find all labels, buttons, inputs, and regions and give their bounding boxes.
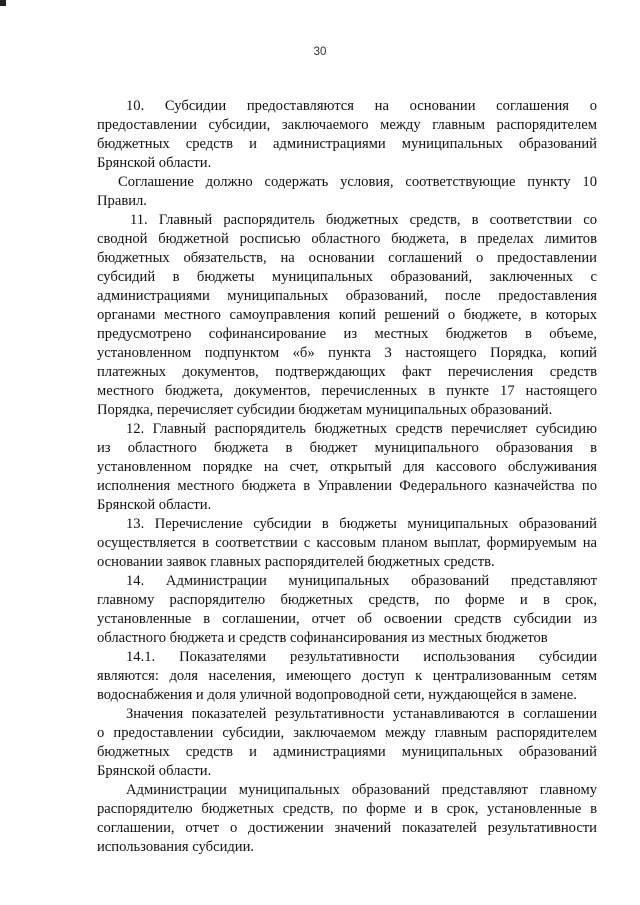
text-line: осуществляется в соответствии с кассовым планом выплат, формируемым на [97, 535, 597, 551]
paragraph-p-values [97, 705, 597, 781]
text-line: установленные в соглашении, отчет об освоении средств субсидии из [97, 611, 597, 627]
text-line: установленном подпунктом «б» пункта 3 настоящего Порядка, копий [97, 345, 597, 361]
text-line: администрациями муниципальных образований, после предоставления [97, 288, 597, 304]
text-line: предоставлении субсидии, заключаемого между главным распорядителем [97, 117, 597, 133]
paragraph-p13 [97, 515, 597, 572]
paragraph-p12 [97, 420, 597, 515]
text-line: о предоставлении субсидии, заключаемом между главным распорядителем [97, 725, 597, 741]
text-line: распорядителю бюджетных средств, по форме и в срок, установленные в [97, 801, 597, 817]
text-line: Администрации муниципальных образований представляют главному [126, 782, 597, 798]
document-body [97, 97, 597, 857]
text-line: 10. Субсидии предоставляются на основании соглашения о [126, 98, 597, 114]
text-line: бюджетных средств и администрациями муниципальных образований [97, 136, 597, 152]
scan-corner-mark [0, 0, 6, 6]
text-line: главному распорядителю бюджетных средств, по форме и в срок, [97, 592, 597, 608]
text-line: предусмотрено софинансирование из местных бюджетов в объеме, [97, 326, 597, 342]
text-line: Значения показателей результативности устанавливаются в соглашении [126, 706, 597, 722]
text-line: использования субсидии. [97, 839, 255, 855]
text-line: 14.1. Показателями результативности использования субсидии [126, 649, 597, 665]
text-line: Брянской области. [97, 155, 212, 171]
text-line: Брянской области. [97, 763, 212, 779]
text-line: Порядка, перечисляет субсидии бюджетам муниципальных образований. [97, 402, 553, 418]
paragraph-p11 [97, 211, 597, 420]
text-line: Брянской области. [97, 497, 212, 513]
text-line: из областного бюджета в бюджет муниципального образования в [97, 440, 597, 456]
text-line: бюджетных средств и администрациями муниципальных образований [97, 744, 597, 760]
paragraph-p14-1 [97, 648, 597, 705]
text-line: областного бюджета и средств софинансирования из местных бюджетов [97, 630, 548, 646]
text-line: 12. Главный распорядитель бюджетных средств перечисляет субсидию [126, 421, 597, 437]
text-line: платежных документов, подтверждающих факт перечисления средств [97, 364, 597, 380]
text-line: соглашении, отчет о достижении значений показателей результативности [97, 820, 597, 836]
text-line: водоснабжения и доля уличной водопроводной сети, нуждающейся в замене. [97, 687, 577, 703]
text-line: бюджетных обязательств, на основании соглашений о предоставлении [97, 250, 597, 266]
text-line: 14. Администрации муниципальных образований представляют [126, 573, 597, 589]
text-line: основании заявок главных распорядителей бюджетных средств. [97, 554, 495, 570]
text-line: исполнения местного бюджета в Управлении Федерального казначейства по [97, 478, 597, 494]
text-line: Соглашение должно содержать условия, соответствующие пункту 10 [118, 174, 597, 190]
page-number: 30 [313, 46, 327, 58]
text-line: установленном порядке на счет, открытый для кассового обслуживания [97, 459, 597, 475]
text-line: сводной бюджетной росписью областного бюджета, в пределах лимитов [97, 231, 597, 247]
text-line: субсидий в бюджеты муниципальных образований, заключенных с [97, 269, 597, 285]
text-line: являются: доля населения, имеющего доступ к централизованным сетям [97, 668, 597, 684]
paragraph-p14 [97, 572, 597, 648]
text-line: местного бюджета, документов, перечисленных в пункте 17 настоящего [97, 383, 597, 399]
text-line: 13. Перечисление субсидии в бюджеты муниципальных образований [126, 516, 597, 532]
text-line: Правил. [97, 193, 147, 209]
text-line: 11. Главный распорядитель бюджетных средств, в соответствии со [130, 212, 597, 228]
paragraph-p-agreement [97, 173, 597, 211]
paragraph-p10 [97, 97, 597, 173]
text-line: органами местного самоуправления копий решений о бюджете, в которых [97, 307, 597, 323]
paragraph-p-report [97, 781, 597, 857]
